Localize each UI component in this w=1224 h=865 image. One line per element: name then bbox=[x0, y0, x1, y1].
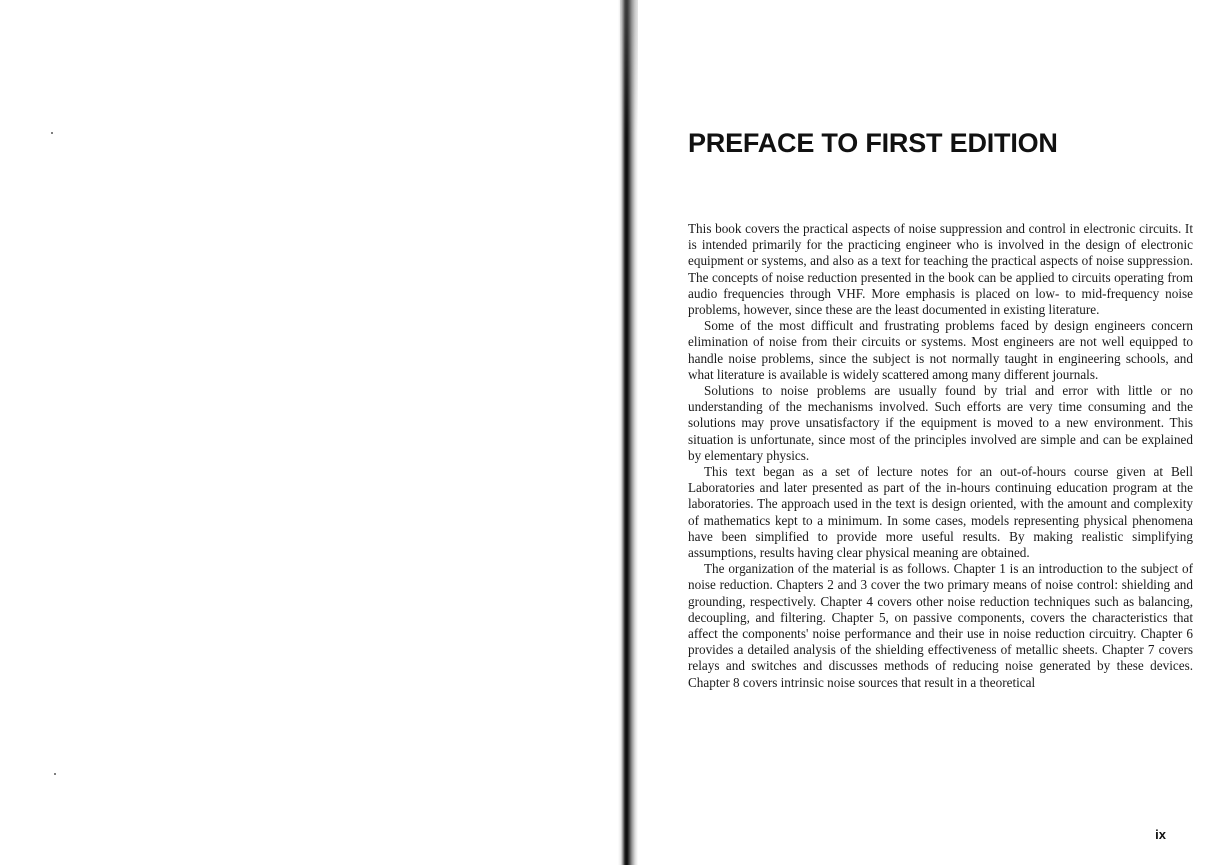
right-page bbox=[638, 0, 1224, 865]
scan-speck bbox=[54, 773, 56, 775]
page-title: PREFACE TO FIRST EDITION bbox=[688, 128, 1058, 158]
paragraph-1: This book covers the practical aspects of noise suppression and control in electronic circuits. It is intended primarily for the practicing engineer who is involved in the design of electronic equipment or systems, and also as a text for teaching the practical aspects of noise suppression. The concepts of noise reduction presented in the book can be applied to circuits operating from audio frequencies through VHF. More emphasis is placed on low- to mid-frequency noise problems, however, since these are the least documented in existing literature. bbox=[688, 221, 1193, 318]
scan-speck bbox=[51, 132, 53, 134]
page-number: ix bbox=[1155, 827, 1166, 842]
paragraph-2: Some of the most difficult and frustrating problems faced by design engineers concern elimination of noise from their circuits or systems. Most engineers are not well equipped to handle noise problems, since the subject is not normally taught in engineering schools, and what literature is available is widely scattered among many different journals. bbox=[688, 318, 1193, 382]
body-text bbox=[688, 221, 1193, 691]
paragraph-4: This text began as a set of lecture notes for an out-of-hours course given at Bell Laboratories and later presented as part of the in-hours continuing education program at the laboratories. The approach used in the text is design oriented, with the amount and complexity of mathematics kept to a minimum. In some cases, models representing physical phenomena have been simplified to provide more useful results. By making realistic simplifying assumptions, results having clear physical meaning are obtained. bbox=[688, 464, 1193, 561]
paragraph-5: The organization of the material is as follows. Chapter 1 is an introduction to the subject of noise reduction. Chapters 2 and 3 cover the two primary means of noise control: shielding and grounding, respectively. Chapter 4 covers other noise reduction techniques such as balancing, decoupling, and filtering. Chapter 5, on passive components, covers the characteristics that affect the components' noise performance and their use in noise reduction circuitry. Chapter 6 provides a detailed analysis of the shielding effectiveness of metallic sheets. Chapter 7 covers relays and switches and discusses methods of reducing noise generated by these devices. Chapter 8 covers intrinsic noise sources that result in a theoretical bbox=[688, 561, 1193, 690]
paragraph-3: Solutions to noise problems are usually found by trial and error with little or no understanding of the mechanisms involved. Such efforts are very time consuming and the solutions may prove unsatisfactory if the equipment is moved to a new environment. This situation is unfortunate, since most of the principles involved are simple and can be explained by elementary physics. bbox=[688, 383, 1193, 463]
